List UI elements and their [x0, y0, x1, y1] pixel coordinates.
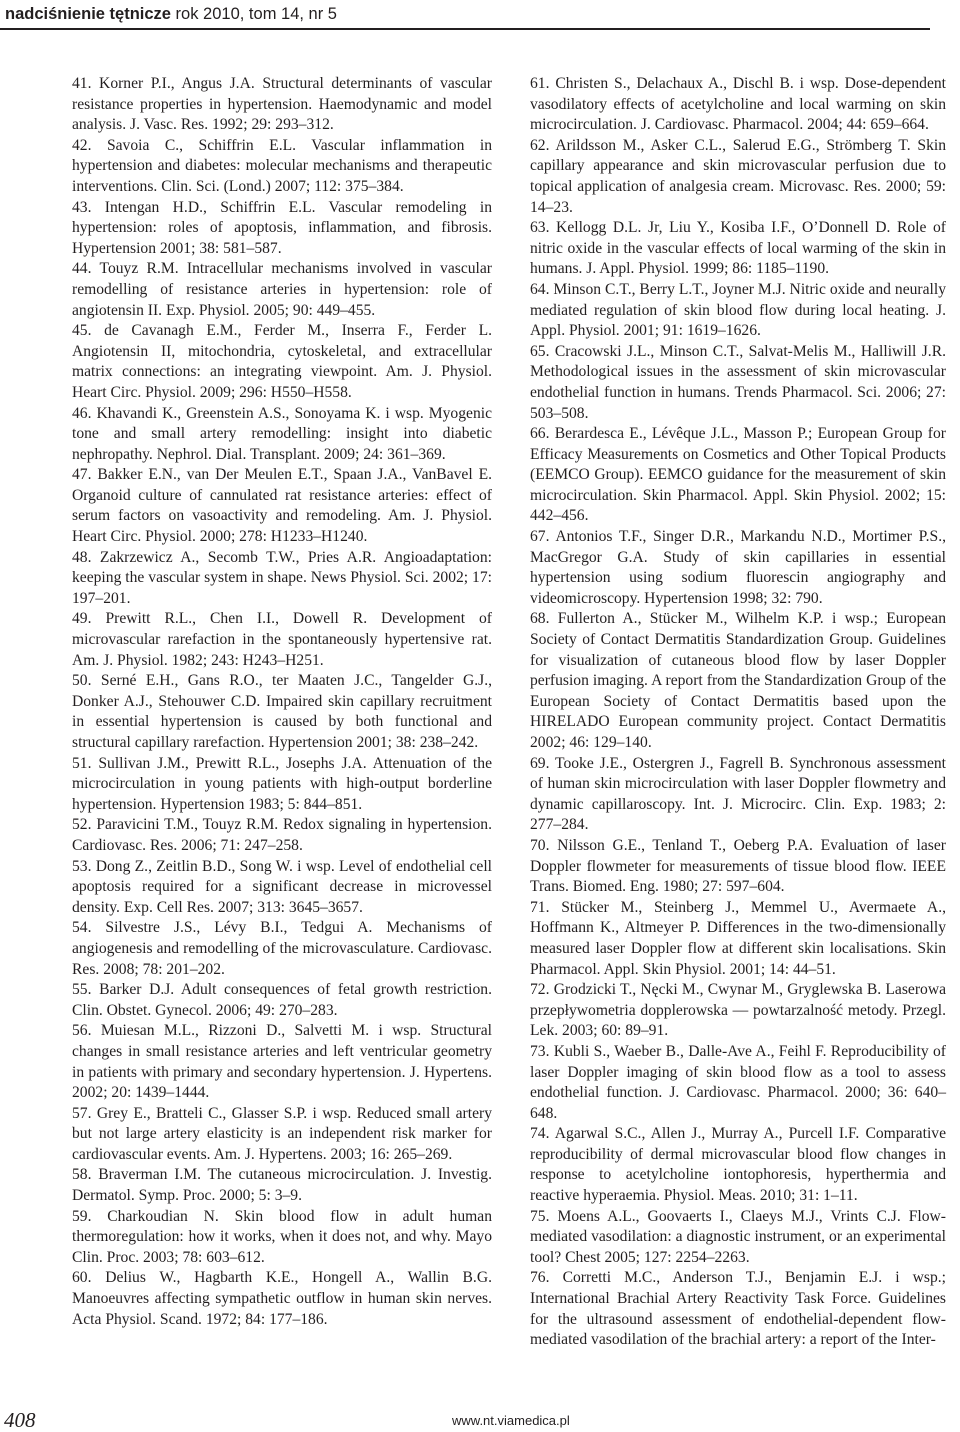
reference-item: 68. Fullerton A., Stücker M., Wilhelm K.P. i wsp.; European Society of Contact Dermatitis Standardization Group. Guidelines for visualization of cutaneous blood flow by laser Doppler perfusion imaging. A report from the Standardization Group of the European Society of Contact Dermatitis based upon the HIRELADO European community project. Contact Dermatitis 2002; 46: 129–140.	[530, 610, 946, 751]
reference-item: 58. Braverman I.M. The cutaneous microcirculation. J. Investig. Dermatol. Symp. Proc. 2000; 5: 3–9.	[72, 1166, 492, 1205]
reference-item: 66. Berardesca E., Lévêque J.L., Masson P.; European Group for Efficacy Measurements on Cosmetics and Other Topical Products (EEMCO Group). EEMCO guidance for the measurement of skin microcirculation. Skin Pharmacol. Appl. Skin Physiol. 2002; 15: 442–456.	[530, 425, 946, 525]
reference-item: 54. Silvestre J.S., Lévy B.I., Tedgui A. Mechanisms of angiogenesis and remodelling of the microvasculature. Cardiovasc. Res. 2008; 78: 201–202.	[72, 919, 492, 978]
reference-item: 53. Dong Z., Zeitlin B.D., Song W. i wsp. Level of endothelial cell apoptosis required for a significant decrease in microvessel density. Exp. Cell Res. 2007; 313: 3645–3657.	[72, 857, 492, 916]
reference-item: 45. de Cavanagh E.M., Ferder M., Inserra F., Ferder L. Angiotensin II, mitochondria, cytoskeletal, and extracellular matrix connections: an integrating viewpoint. Am. J. Physiol. Heart Circ. Physiol. 2009; 296: H550–H558.	[72, 322, 492, 401]
reference-item: 48. Zakrzewicz A., Secomb T.W., Pries A.R. Angioadaptation: keeping the vascular system in shape. News Physiol. Sci. 2002; 17: 197–201.	[72, 548, 492, 607]
reference-item: 75. Moens A.L., Goovaerts I., Claeys M.J., Vrints C.J. Flow-mediated vasodilation: a diagnostic instrument, or an experimental tool? Chest 2005; 127: 2254–2263.	[530, 1207, 946, 1266]
references-column-right	[530, 74, 946, 1351]
reference-item: 73. Kubli S., Waeber B., Dalle-Ave A., Feihl F. Reproducibility of laser Doppler imaging of skin blood flow as a tool to assess endothelial function. J. Cardiovasc. Pharmacol. 2000; 36: 640–648.	[530, 1042, 946, 1122]
reference-item: 59. Charkoudian N. Skin blood flow in adult human thermoregulation: how it works, when it does not, and why. Mayo Clin. Proc. 2003; 78: 603–612.	[72, 1207, 492, 1266]
reference-item: 61. Christen S., Delachaux A., Dischl B. i wsp. Dose-dependent vasodilatory effects of acetylcholine and local warming on skin microcirculation. J. Cardiovasc. Pharmacol. 2004; 44: 659–664.	[530, 75, 946, 134]
page-number: 408	[4, 1408, 36, 1432]
reference-item: 43. Intengan H.D., Schiffrin E.L. Vascular remodeling in hypertension: roles of apoptosis, inflammation, and fibrosis. Hypertension 2001; 38: 581–587.	[72, 198, 492, 257]
references-column-left	[72, 74, 492, 1330]
reference-item: 47. Bakker E.N., van Der Meulen E.T., Spaan J.A., VanBavel E. Organoid culture of cannulated rat resistance arteries: effect of serum factors on vasoactivity and remodeling. Am. J. Physiol. Heart Circ. Physiol. 2000; 278: H1233–H1240.	[72, 466, 492, 546]
reference-item: 70. Nilsson G.E., Tenland T., Oeberg P.A. Evaluation of laser Doppler flowmeter for measurements of tissue blood flow. IEEE Trans. Biomed. Eng. 1980; 27: 597–604.	[530, 836, 946, 896]
reference-item: 65. Cracowski J.L., Minson C.T., Salvat-Melis M., Halliwill J.R. Methodological issues in the assessment of skin microvascular endothelial function in humans. Trends Pharmacol. Sci. 2006; 27: 503–508.	[530, 342, 946, 422]
running-header	[0, 0, 905, 28]
journal-name: nadciśnienie tętnicze	[5, 5, 171, 23]
header-rule	[0, 28, 930, 30]
reference-item: 67. Antonios T.F., Singer D.R., Markandu N.D., Mortimer P.S., MacGregor G.A. Study of skin capillaries in essential hypertension using sodium fluorescin angiography and videomicroscopy. Hypertension 1998; 32: 790.	[530, 528, 946, 607]
reference-item: 62. Arildsson M., Asker C.L., Salerud E.G., Strömberg T. Skin capillary appearance and skin microvascular perfusion due to topical application of analgesia cream. Microvasc. Res. 2000; 59: 14–23.	[530, 136, 946, 216]
reference-item: 41. Korner P.I., Angus J.A. Structural determinants of vascular resistance properties in hypertension. Haemodynamic and model analysis. J. Vasc. Res. 1992; 29: 293–312.	[72, 75, 492, 134]
reference-item: 55. Barker D.J. Adult consequences of fetal growth restriction. Clin. Obstet. Gynecol. 2006; 49: 270–283.	[72, 981, 492, 1019]
reference-item: 76. Corretti M.C., Anderson T.J., Benjamin E.J. i wsp.; International Brachial Artery Reactivity Task Force. Guidelines for the ultrasound assessment of endothelial-dependent flow-mediated vasodilation of the brachial artery: a report of the Inter-	[530, 1269, 946, 1349]
reference-item: 72. Grodzicki T., Nęcki M., Cwynar M., Gryglewska B. Laserowa przepływometria dopplerowska — powtarzalność metody. Przegl. Lek. 2003; 60: 89–91.	[530, 981, 946, 1040]
reference-item: 52. Paravicini T.M., Touyz R.M. Redox signaling in hypertension. Cardiovasc. Res. 2006; 71: 247–258.	[72, 816, 492, 854]
journal-issue: rok 2010, tom 14, nr 5	[170, 5, 337, 23]
footer-url: www.nt.viamedica.pl	[452, 1413, 570, 1428]
reference-item: 46. Khavandi K., Greenstein A.S., Sonoyama K. i wsp. Myogenic tone and small artery remodelling: insight into diabetic nephropathy. Nephrol. Dial. Transplant. 2009; 24: 361–369.	[72, 404, 492, 463]
reference-item: 69. Tooke J.E., Ostergren J., Fagrell B. Synchronous assessment of human skin microcirculation with laser Doppler flowmetry and dynamic capillaroscopy. Int. J. Microcirc. Clin. Exp. 1983; 2: 277–284.	[530, 754, 946, 834]
reference-item: 42. Savoia C., Schiffrin E.L. Vascular inflammation in hypertension and diabetes: molecular mechanisms and therapeutic interventions. Clin. Sci. (Lond.) 2007; 112: 375–384.	[72, 136, 492, 195]
reference-item: 57. Grey E., Bratteli C., Glasser S.P. i wsp. Reduced small artery but not large artery elasticity is an independent risk marker for cardiovascular events. Am. J. Hypertens. 2003; 16: 265–269.	[72, 1104, 492, 1163]
reference-item: 44. Touyz R.M. Intracellular mechanisms involved in vascular remodelling of resistance arteries in hypertension: role of angiotensin II. Exp. Physiol. 2005; 90: 449–455.	[72, 260, 492, 319]
reference-item: 49. Prewitt R.L., Chen I.I., Dowell R. Development of microvascular rarefaction in the spontaneously hypertensive rat. Am. J. Physiol. 1982; 243: H243–H251.	[72, 610, 492, 669]
reference-item: 74. Agarwal S.C., Allen J., Murray A., Purcell I.F. Comparative reproducibility of dermal microvascular blood flow changes in response to acetylcholine iontophoresis, hyperthermia and reactive hyperaemia. Physiol. Meas. 2010; 31: 1–11.	[530, 1125, 946, 1205]
reference-item: 71. Stücker M., Steinberg J., Memmel U., Avermaete A., Hoffmann K., Altmeyer P. Differences in the two-dimensionally measured laser Doppler flow at different skin localisations. Skin Pharmacol. Appl. Skin Physiol. 2001; 14: 44–51.	[530, 898, 946, 978]
reference-item: 56. Muiesan M.L., Rizzoni D., Salvetti M. i wsp. Structural changes in small resistance arteries and left ventricular geometry in patients with primary and secondary hypertension. J. Hypertens. 2002; 20: 1439–1444.	[72, 1022, 492, 1102]
reference-item: 51. Sullivan J.M., Prewitt R.L., Josephs J.A. Attenuation of the microcirculation in young patients with high-output borderline hypertension. Hypertension 1983; 5: 844–851.	[72, 754, 492, 813]
reference-item: 64. Minson C.T., Berry L.T., Joyner M.J. Nitric oxide and neurally mediated regulation of skin blood flow during local heating. J. Appl. Physiol. 2001; 91: 1619–1626.	[530, 280, 946, 340]
reference-item: 50. Serné E.H., Gans R.O., ter Maaten J.C., Tangelder G.J., Donker A.J., Stehouwer C.D. Impaired skin capillary recruitment in essential hypertension is caused by both functional and structural capillary rarefaction. Hypertension 2001; 38: 238–242.	[72, 672, 492, 751]
reference-item: 63. Kellogg D.L. Jr, Liu Y., Kosiba I.F., O’Donnell D. Role of nitric oxide in the vascular effects of local warming of the skin in humans. J. Appl. Physiol. 1999; 86: 1185–1190.	[530, 219, 946, 278]
reference-item: 60. Delius W., Hagbarth K.E., Hongell A., Wallin B.G. Manoeuvres affecting sympathetic outflow in human skin nerves. Acta Physiol. Scand. 1972; 84: 177–186.	[72, 1269, 492, 1328]
